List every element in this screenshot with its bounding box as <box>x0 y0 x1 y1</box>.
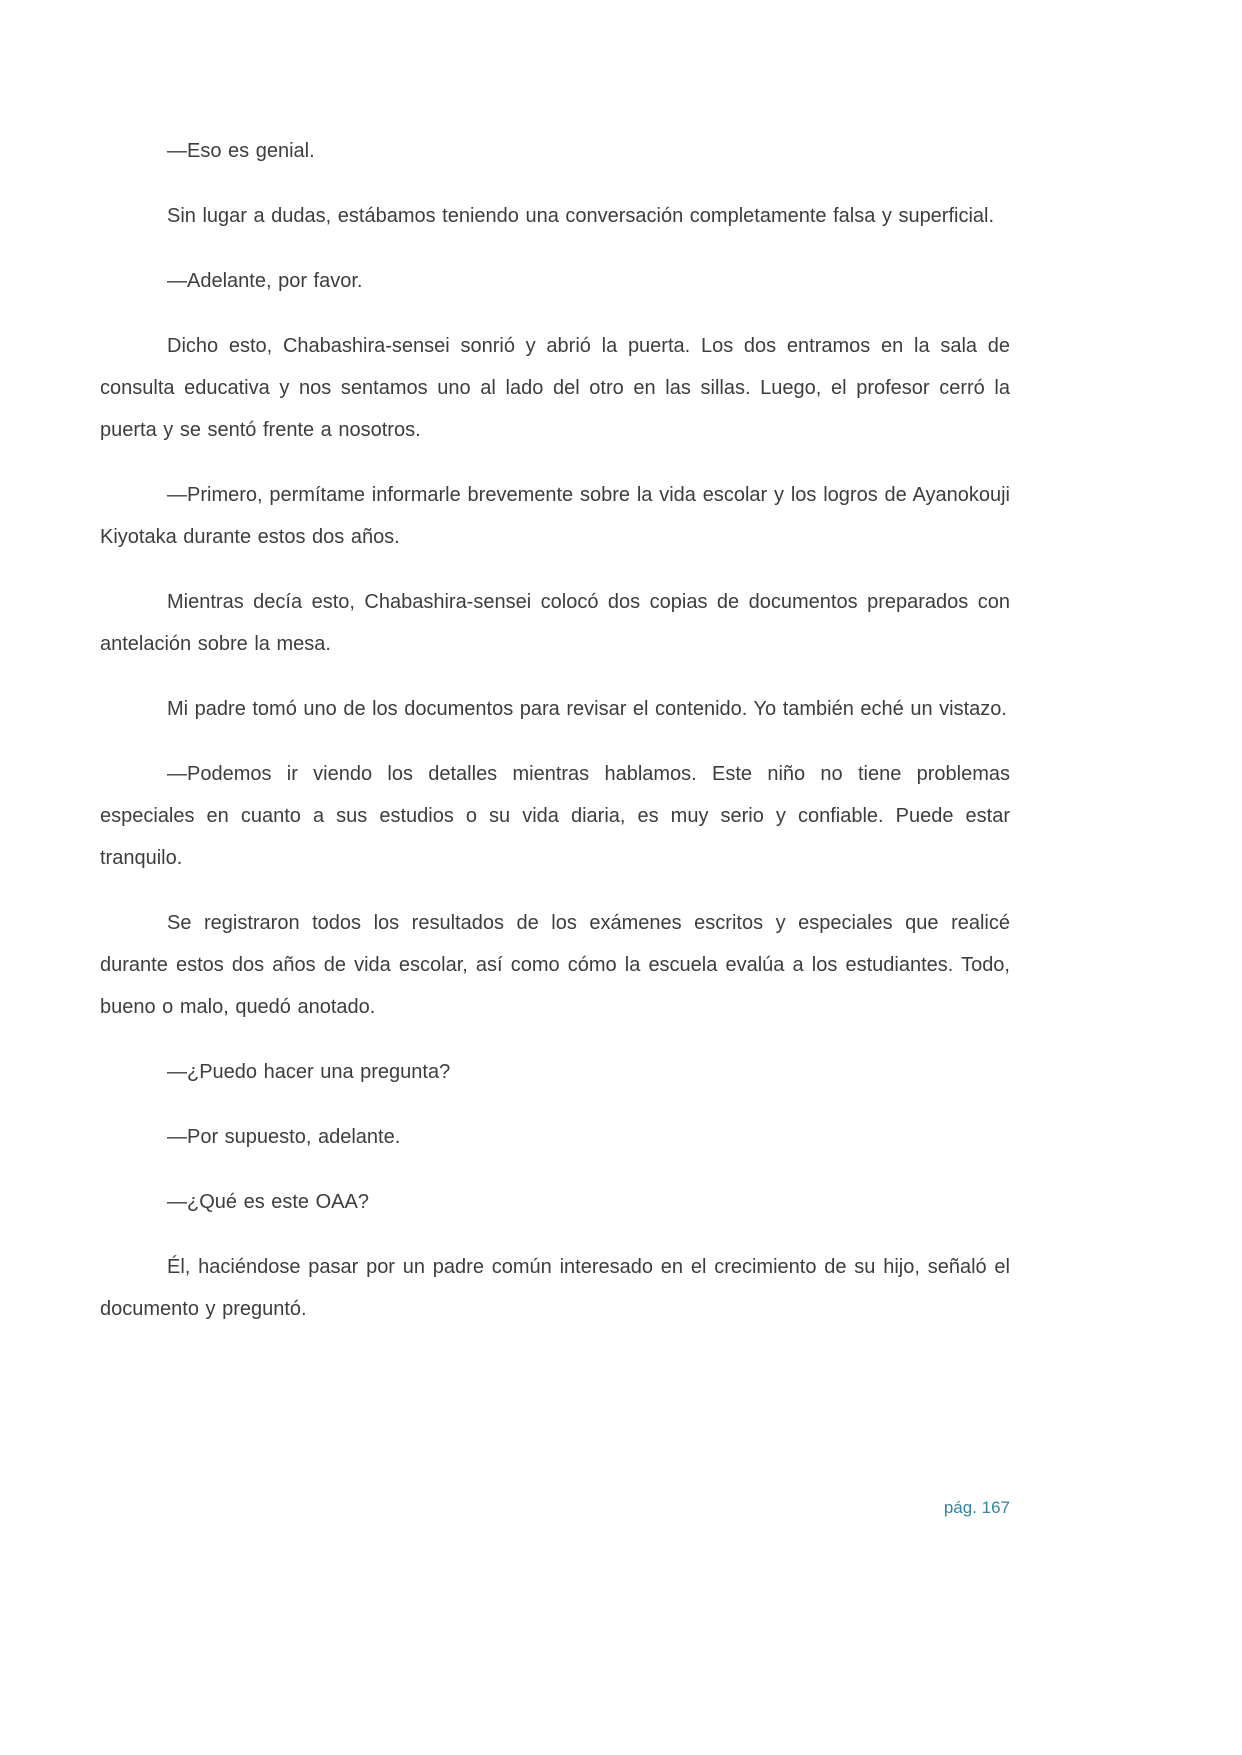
page-number: pág. 167 <box>943 1498 1010 1517</box>
paragraph: —Eso es genial. <box>167 140 315 162</box>
paragraph: Mi padre tomó uno de los documentos para revisar el contenido. Yo también eché un vistazo. <box>167 698 1007 720</box>
page-content <box>100 130 1010 1353</box>
page-footer <box>100 1498 1010 1518</box>
paragraph: Sin lugar a dudas, estábamos teniendo una conversación completamente falsa y superficial. <box>167 205 995 227</box>
paragraph: —Adelante, por favor. <box>167 270 363 292</box>
paragraph: —Podemos ir viendo los detalles mientras hablamos. Este niño no tiene problemas especiales en cuanto a sus estudios o su vida diaria, es muy serio y confiable. Puede estar tranquilo. <box>100 763 1010 869</box>
paragraph: —Por supuesto, adelante. <box>167 1126 401 1148</box>
paragraph: Se registraron todos los resultados de los exámenes escritos y especiales que realicé durante estos dos años de vida escolar, así como cómo la escuela evalúa a los estudiantes. Todo, bueno o malo, quedó anotado. <box>100 912 1010 1018</box>
paragraph: Mientras decía esto, Chabashira-sensei colocó dos copias de documentos preparados con antelación sobre la mesa. <box>100 591 1010 655</box>
paragraph: Él, haciéndose pasar por un padre común interesado en el crecimiento de su hijo, señaló el documento y preguntó. <box>100 1256 1010 1320</box>
paragraph: —¿Qué es este OAA? <box>167 1191 369 1213</box>
paragraph: —¿Puedo hacer una pregunta? <box>167 1061 451 1083</box>
paragraph: Dicho esto, Chabashira-sensei sonrió y abrió la puerta. Los dos entramos en la sala de consulta educativa y nos sentamos uno al lado del otro en las sillas. Luego, el profesor cerró la puerta y se sentó frente a nosotros. <box>100 335 1010 441</box>
paragraph: —Primero, permítame informarle brevemente sobre la vida escolar y los logros de Ayanokouji Kiyotaka durante estos dos años. <box>100 484 1010 548</box>
